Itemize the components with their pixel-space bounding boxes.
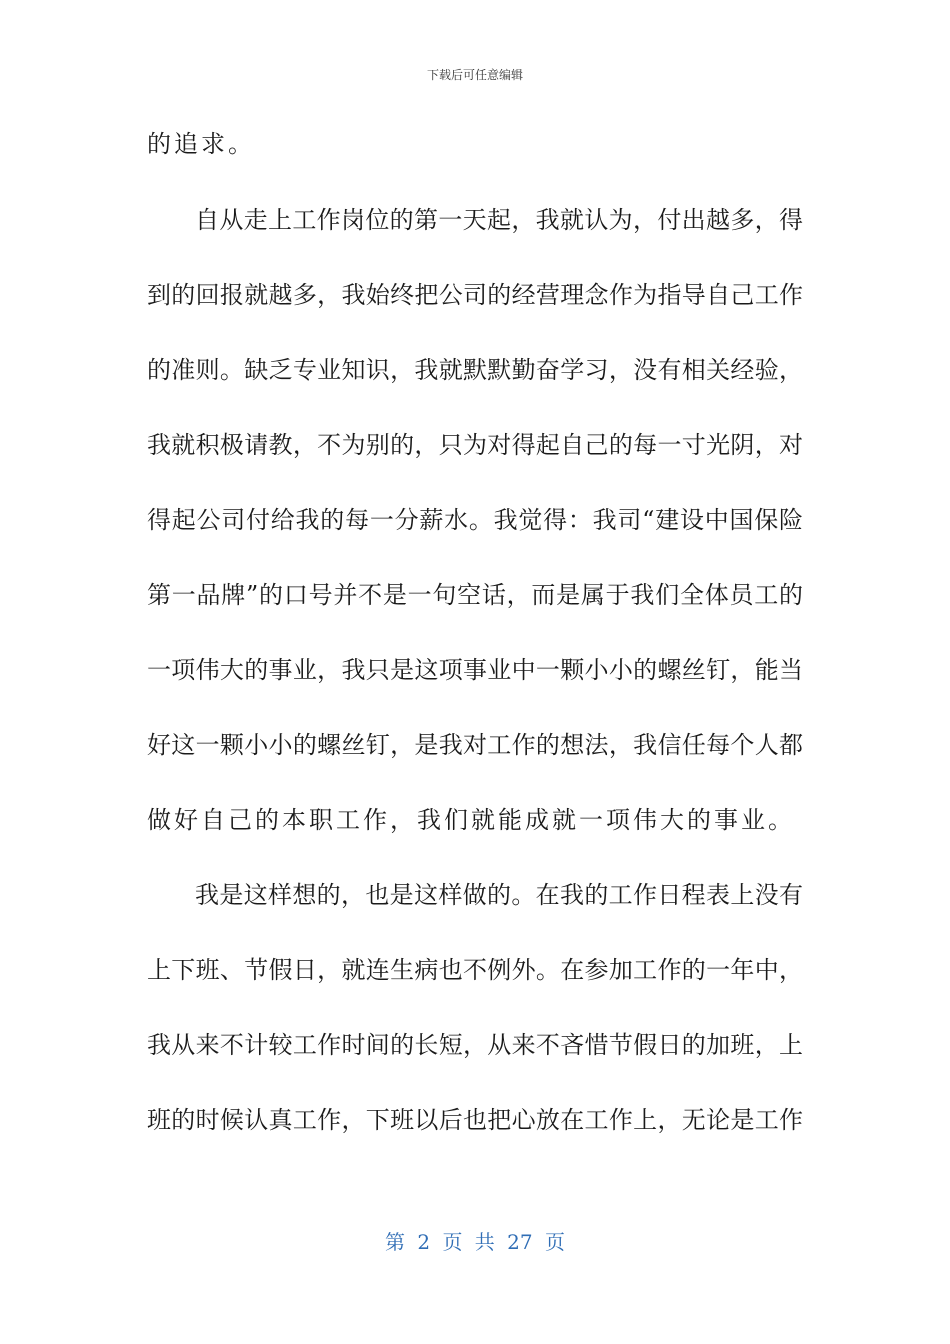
text-line-3: 到的回报就越多，我始终把公司的经营理念作为指导自己工作: [147, 281, 803, 309]
text-line-1: 的追求。: [147, 130, 255, 158]
text-line-14: 班的时候认真工作，下班以后也把心放在工作上，无论是工作: [147, 1106, 803, 1134]
text-line-7: 第一品牌”的口号并不是一句空话，而是属于我们全体员工的: [147, 581, 803, 609]
text-line-9: 好这一颗小小的螺丝钉，是我对工作的想法，我信任每个人都: [147, 731, 803, 759]
text-line-10: 做好自己的本职工作，我们就能成就一项伟大的事业。: [147, 806, 795, 834]
page-header-note: 下载后可任意编辑: [426, 68, 523, 82]
text-line-5: 我就积极请教，不为别的，只为对得起自己的每一寸光阴，对: [147, 431, 803, 459]
text-line-11: 我是这样想的，也是这样做的。在我的工作日程表上没有: [195, 881, 803, 909]
page-number: 第 2 页 共 27 页: [385, 1230, 565, 1254]
text-line-13: 我从来不计较工作时间的长短，从来不吝惜节假日的加班，上: [147, 1031, 803, 1059]
text-line-8: 一项伟大的事业，我只是这项事业中一颗小小的螺丝钉，能当: [147, 656, 803, 684]
text-line-4: 的准则。缺乏专业知识，我就默默勤奋学习，没有相关经验，: [147, 356, 803, 384]
text-line-12: 上下班、节假日，就连生病也不例外。在参加工作的一年中，: [147, 956, 803, 984]
text-line-2: 自从走上工作岗位的第一天起，我就认为，付出越多，得: [195, 206, 803, 234]
text-line-6: 得起公司付给我的每一分薪水。我觉得：我司“建设中国保险: [147, 506, 803, 534]
